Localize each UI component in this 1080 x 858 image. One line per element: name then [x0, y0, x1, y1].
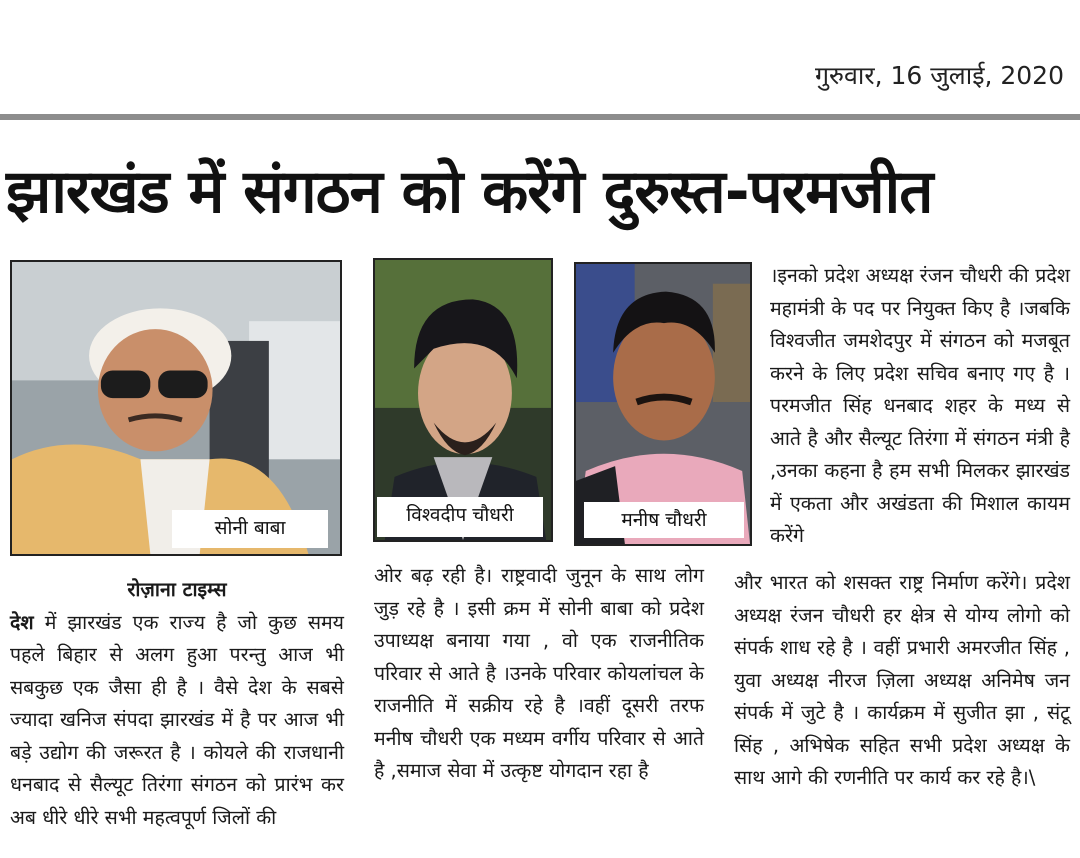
article-column-1: [10, 574, 344, 834]
article-col3-text: ।इनको प्रदेश अध्यक्ष रंजन चौधरी की प्रदेश महामंत्री के पद पर नियुक्त किए है ।जबकि विश्वजीत जमशेदपुर में संगठन को मजबूत करने के लिए प्रदेश सचिव बनाए गए है ।परमजीत सिंह धनबाद शहर के मध्य से आते है और सैल्यूट तिरंगा में संगठन मंत्री है ,उनका कहना है हम सभी मिलकर झारखंड में एकता और अखंडता की मिशाल कायम करेंगे: [770, 264, 1070, 547]
caption-vishwadeep-chaudhari: विश्वदीप चौधरी: [377, 497, 543, 537]
article-byline: रोज़ाना टाइम्स: [127, 578, 227, 601]
article-column-4: [734, 567, 1070, 795]
article-column-2: [374, 560, 704, 788]
article-col2-text: ओर बढ़ रही है। राष्ट्रवादी जुनून के साथ लोग जुड़ रहे है । इसी क्रम में सोनी बाबा को प्रदेश उपाध्यक्ष बनाया गया , वो एक राजनीतिक परिवार से आते है ।उनके परिवार कोयलांचल के राजनीति में सक्रीय रहे है ।वहीं दूसरी तरफ मनीष चौधरी एक मध्यम वर्गीय परिवार से आते है ,समाज सेवा में उत्कृष्ट योगदान रहा है: [374, 564, 704, 782]
article-column-3: [770, 260, 1070, 553]
article-col1-text: [10, 607, 344, 835]
caption-manish-chaudhari: मनीष चौधरी: [584, 502, 744, 538]
date-line: गुरुवार, 16 जुलाई, 2020: [814, 61, 1064, 90]
article-col1-body: में झारखंड एक राज्य है जो कुछ समय पहले बिहार से अलग हुआ परन्तु आज भी सबकुछ एक जैसा ही है । वैसे देश के सबसे ज्यादा खनिज संपदा झारखंड में है पर आज भी बड़े उद्योग की जरूरत है । कोयले की राजधानी धनबाद से सैल्यूट तिरंगा संगठन को प्रारंभ कर अब धीरे धीरे सभी महत्वपूर्ण जिलों की: [10, 610, 344, 829]
article-lead-word: देश: [10, 610, 34, 634]
article-col4-text: और भारत को शसक्त राष्ट्र निर्माण करेंगे। प्रदेश अध्यक्ष रंजन चौधरी हर क्षेत्र से योग्य लोगो को संपर्क शाध रहे है । वहीं प्रभारी अमरजीत सिंह , युवा अध्यक्ष नीरज ज़िला अध्यक्ष अनिमेष जन संपर्क में जुटे है । कार्यक्रम में सुजीत झा , संटू सिंह , अभिषेक सहित सभी प्रदेश अध्यक्ष के साथ आगे की रणनीति पर कार्य कर रहे है।\: [734, 571, 1070, 789]
headline: झारखंड में संगठन को करेंगे दुरुस्त-परमजीत: [6, 157, 933, 227]
header-rule: [0, 114, 1080, 120]
caption-soni-baba: सोनी बाबा: [172, 510, 328, 548]
